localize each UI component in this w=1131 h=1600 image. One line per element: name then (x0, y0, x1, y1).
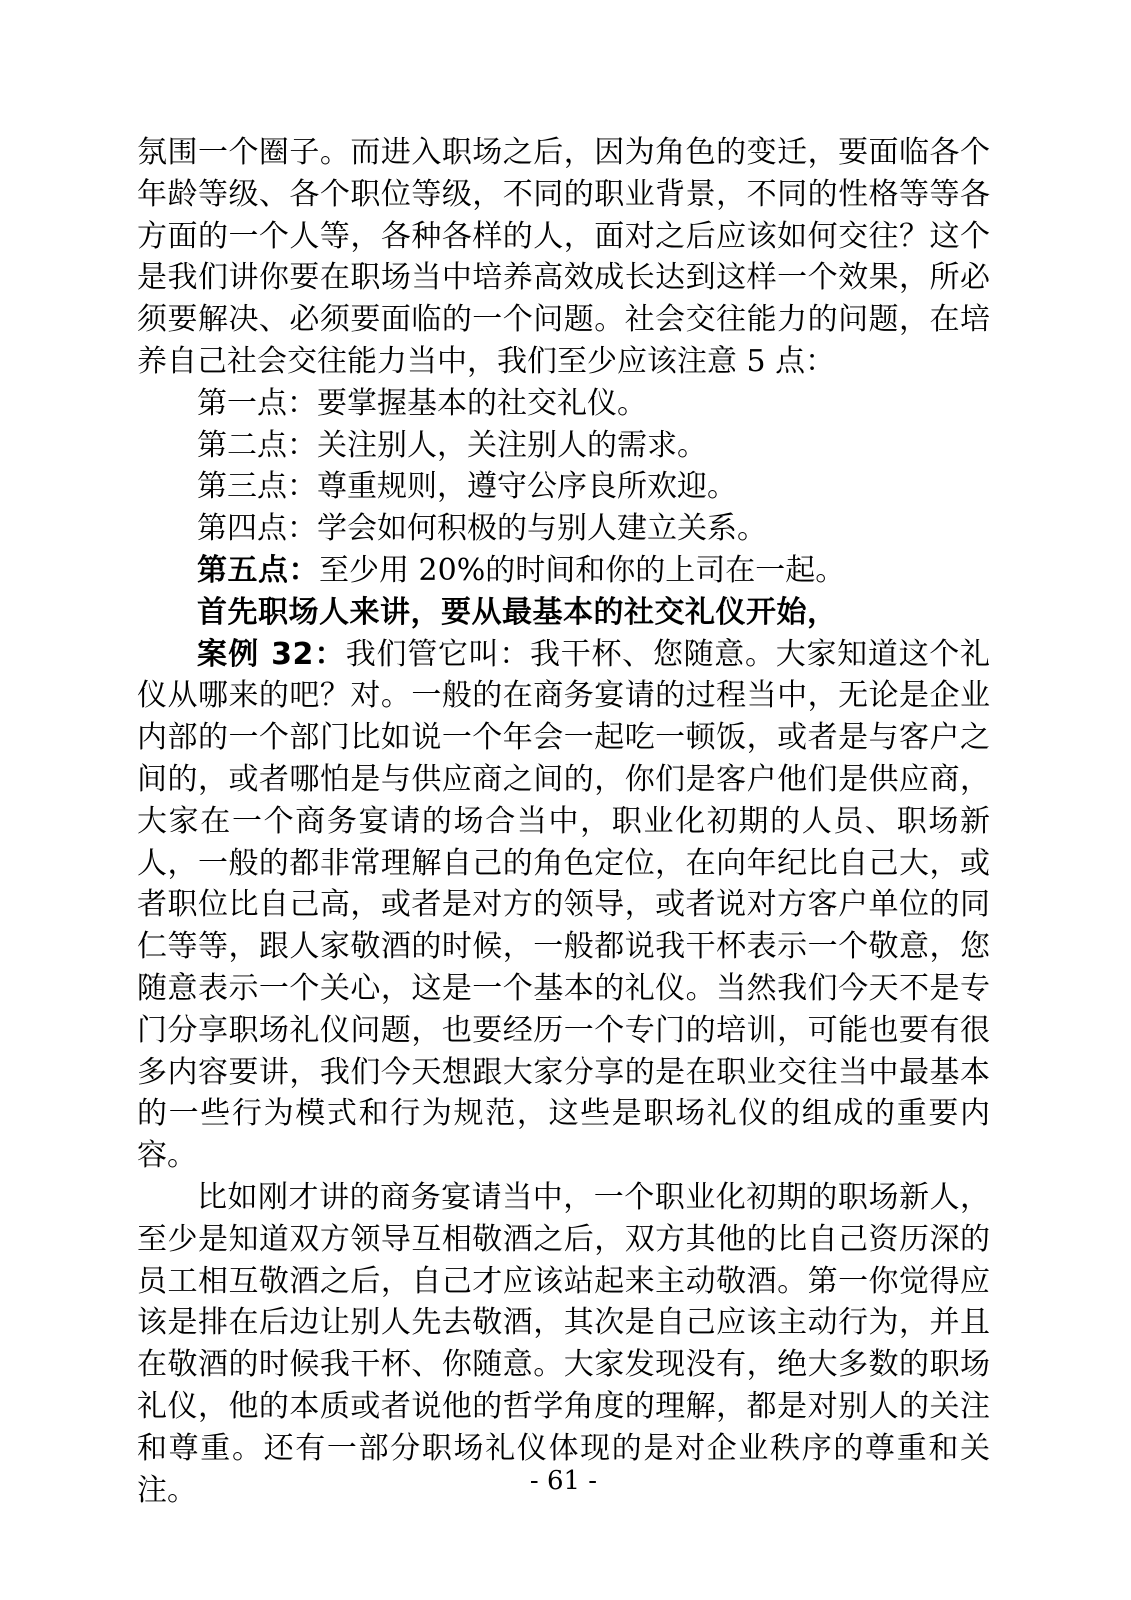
text-run: 至少用 20%的时间和你的上司在一起。 (319, 552, 846, 588)
point-4 (137, 508, 990, 550)
para-banquet-example (137, 1177, 990, 1511)
text-run: 我们管它叫：我干杯、您随意。大家知道这个礼仪从哪来的吧？对。一般的在商务宴请的过程当中，无论是企业内部的一个部门比如说一个年会一起吃一顿饭，或者是与客户之间的，或者哪怕是与供应商之间的，你们是客户他们是供应商，大家在一个商务宴请的场合当中，职业化初期的人员、职场新人，一般的都非常理解自己的角色定位，在向年纪比自己大，或者职位比自己高，或者是对方的领导，或者说对方客户单位的同仁等等，跟人家敬酒的时候，一般都说我干杯表示一个敬意，您随意表示一个关心，这是一个基本的礼仪。当然我们今天不是专门分享职场礼仪问题，也要经历一个专门的培训，可能也要有很多内容要讲，我们今天想跟大家分享的是在职业交往当中最基本的一些行为模式和行为规范，这些是职场礼仪的组成的重要内容。 (137, 636, 991, 1174)
point-3 (137, 466, 990, 508)
bold-text-run: 首先职场人来讲，要从最基本的社交礼仪开始， (197, 594, 838, 630)
text-run: 第一点：要掌握基本的社交礼仪。 (197, 385, 647, 421)
bold-text-run: 案例 32： (197, 636, 346, 672)
text-run: 第二点：关注别人，关注别人的需求。 (197, 427, 707, 463)
text-run: 第三点：尊重规则，遵守公序良所欢迎。 (197, 469, 737, 505)
text-run: 比如刚才讲的商务宴请当中，一个职业化初期的职场新人，至少是知道双方领导互相敬酒之后，双方其他的比自己资历深的员工相互敬酒之后，自己才应该站起来主动敬酒。第一你觉得应该是排在后边让别人先去敬酒，其次是自己应该主动行为，并且在敬酒的时候我干杯、你随意。大家发现没有，绝大多数的职场礼仪，他的本质或者说他的哲学角度的理解，都是对别人的关注和尊重。还有一部分职场礼仪体现的是对企业秩序的尊重和关注。 (137, 1179, 990, 1508)
point-2 (137, 425, 990, 467)
text-run: 第四点：学会如何积极的与别人建立关系。 (197, 511, 767, 547)
point-5 (137, 550, 990, 592)
para-continuation (137, 132, 990, 383)
document-body (137, 132, 990, 1511)
case-32-paragraph (137, 634, 990, 1177)
text-run: 氛围一个圈子。而进入职场之后，因为角色的变迁，要面临各个年龄等级、各个职位等级，不同的职业背景，不同的性格等等各方面的一个人等，各种各样的人，面对之后应该如何交往？这个是我们讲你要在职场当中培养高效成长达到这样一个效果，所必须要解决、必须要面临的一个问题。社会交往能力的问题，在培养自己社会交往能力当中，我们至少应该注意 5 点： (137, 135, 990, 379)
page-number: - 61 - (529, 1466, 598, 1496)
lead-bold-line (137, 592, 990, 634)
point-1 (137, 383, 990, 425)
bold-text-run: 第五点： (197, 552, 319, 588)
